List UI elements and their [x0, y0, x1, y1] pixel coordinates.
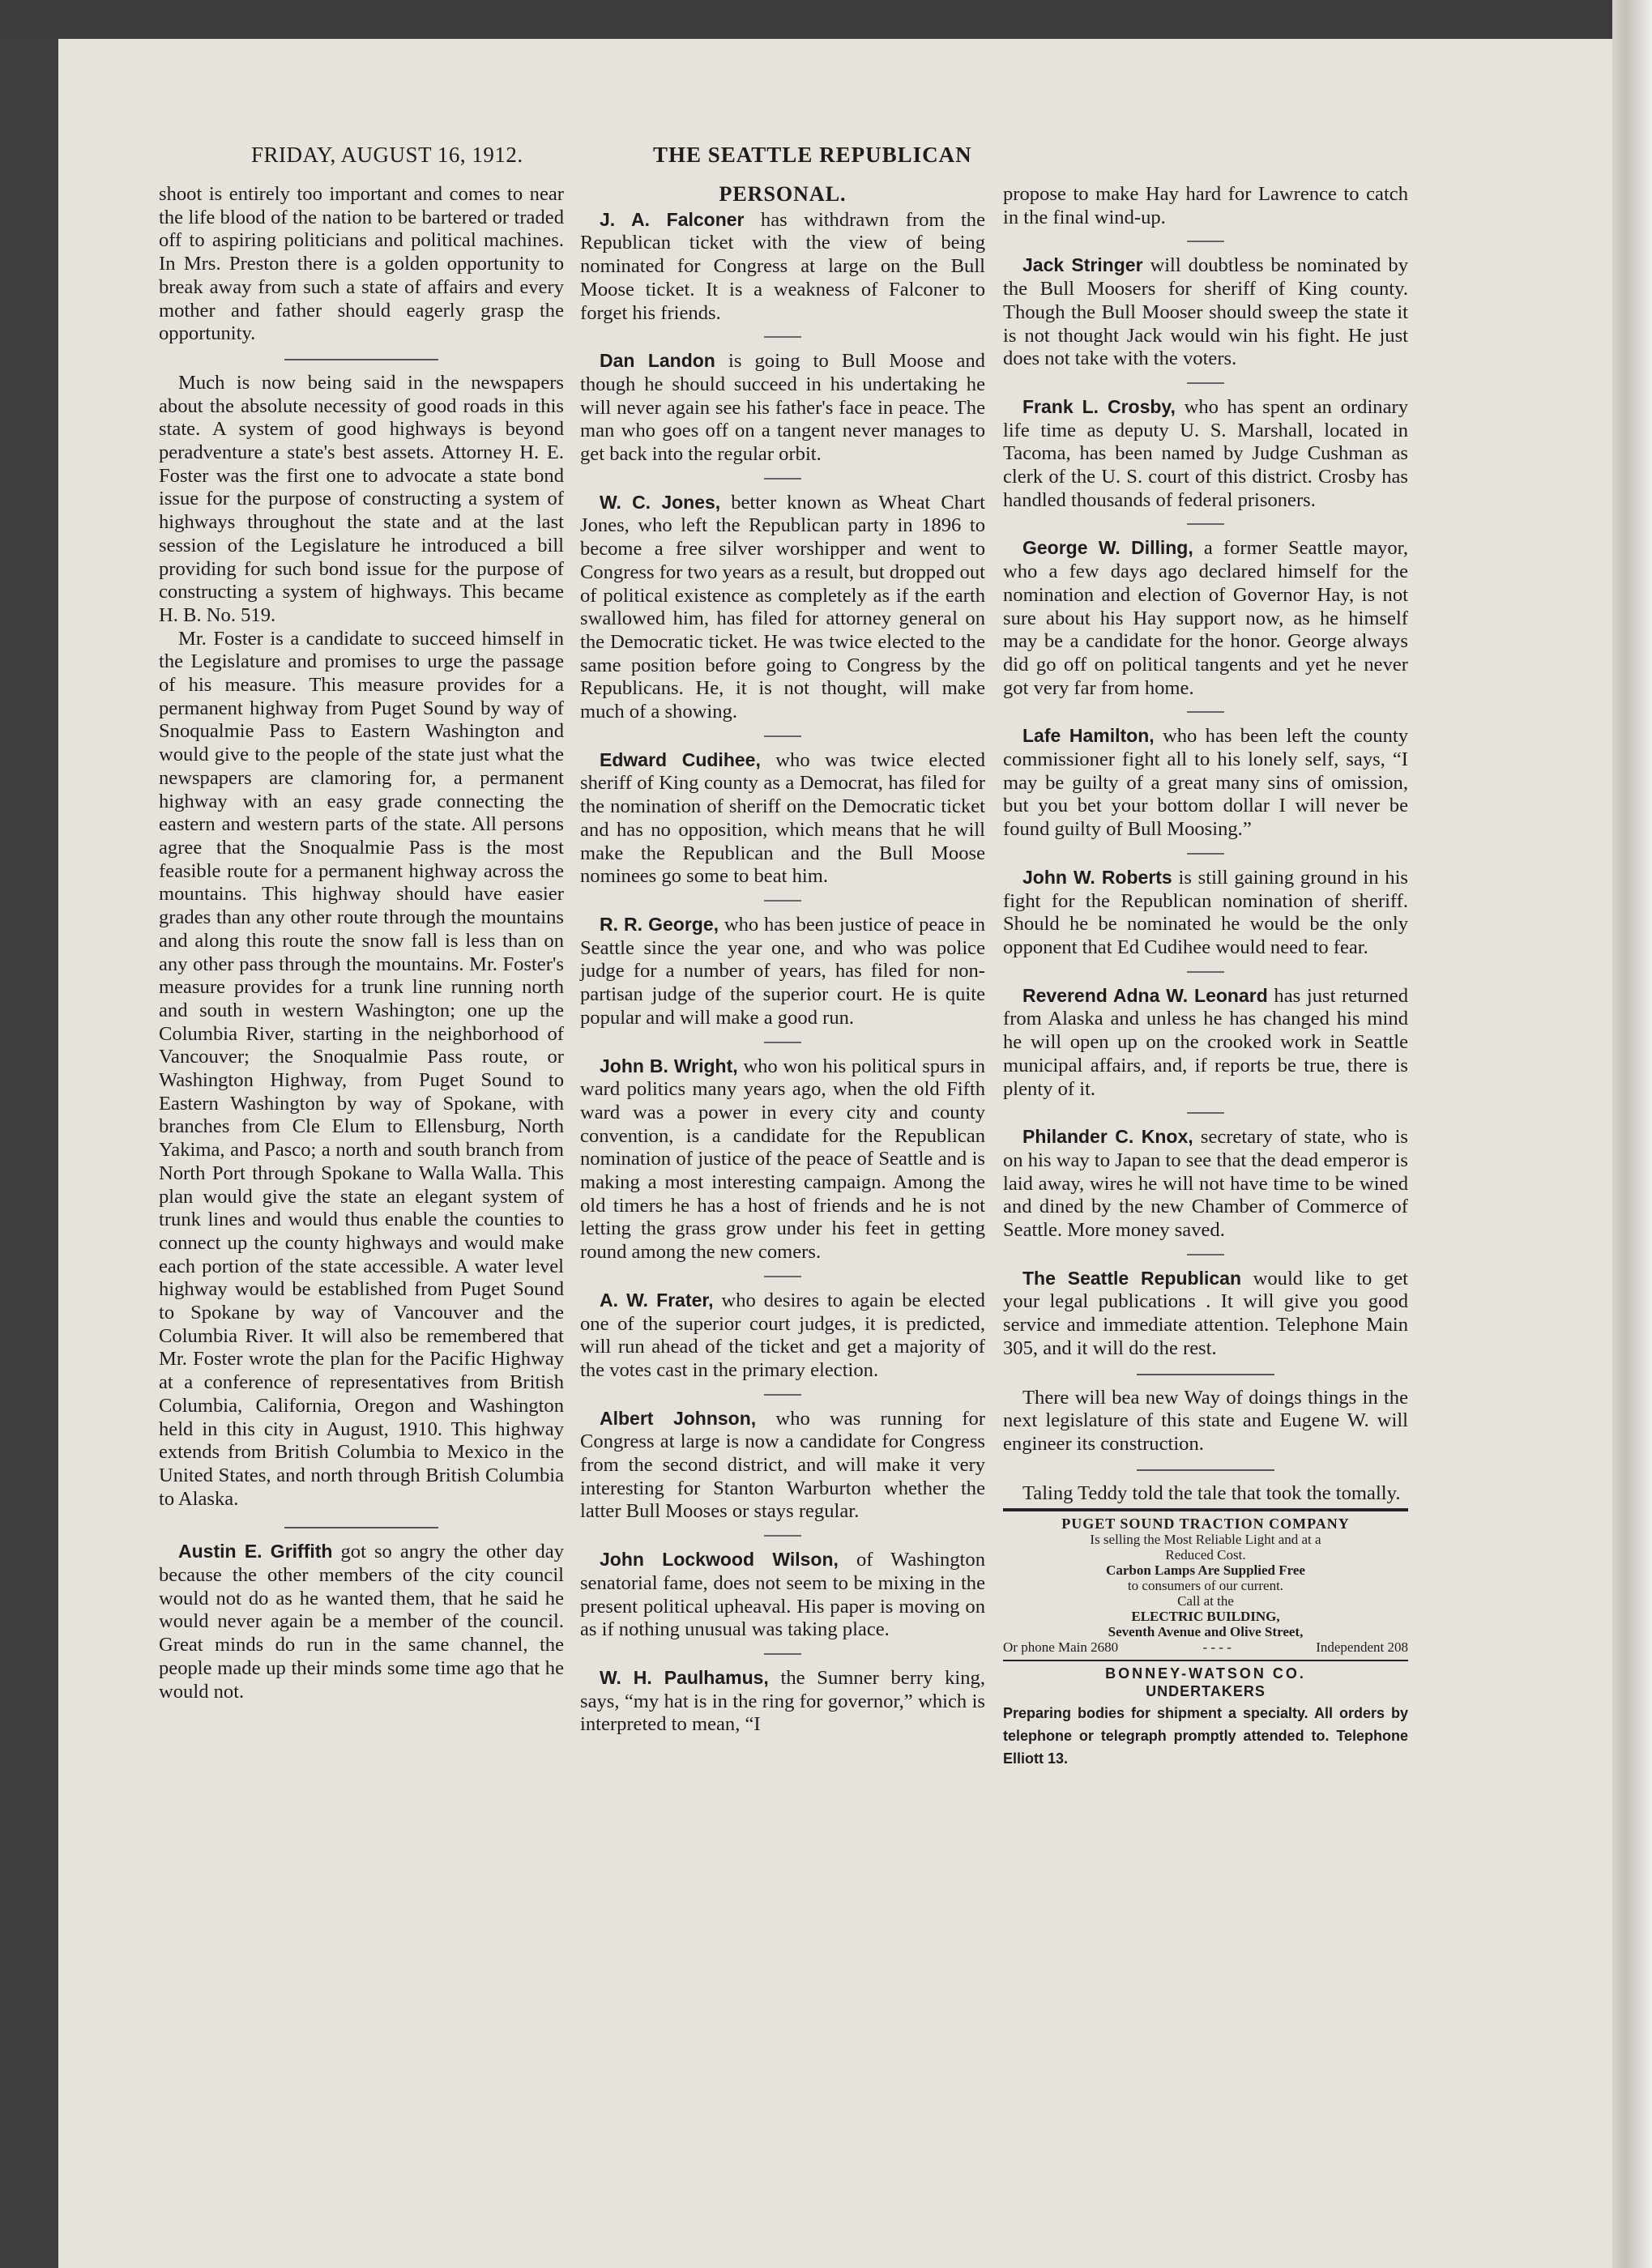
- person-name: Reverend Adna W. Leonard: [1022, 984, 1268, 1006]
- short-divider: [1187, 971, 1224, 973]
- person-name: Jack Stringer: [1022, 254, 1143, 276]
- news-item: [580, 1548, 985, 1642]
- short-divider: [764, 1394, 801, 1396]
- news-text: who has been justice of peace in Seattle since the year one, and who was police judge for a number of years, has filed for non-partisan judge of the superior court. He is quite popular and will make a good run.: [580, 913, 985, 1029]
- ad-line: Carbon Lamps Are Supplied Free: [1106, 1562, 1305, 1579]
- news-item: [580, 1289, 985, 1383]
- header-date: FRIDAY, AUGUST 16, 1912.: [251, 143, 523, 167]
- news-item: [580, 1407, 985, 1524]
- person-name: Edward Cudihee,: [600, 748, 761, 770]
- paragraph-foster: Mr. Foster is a candidate to succeed himself in the Legislature and promises to urge the passage of his measure. This measure provides for a permanent highway from Puget Sound by way of Snoqualmie Pass to Eastern Washington and would give to the people of the state just what the newspapers are clamoring for, a permanent highway with an easy grade connecting the eastern and western parts of the state. All persons agree that the Snoqualmie Pass is the most feasible route for a permanent highway across the mountains. This highway should have easier grades than any other route through the mountains and along this route the snow fall is less than on any other pass through the mountains. Mr. Foster's measure provides for a trunk line running north and south in western Washington; one up the Columbia River, starting in the neighborhood of Vancouver; the Snoqualmie Pass route, or Washington Highway, from Puget Sound to Eastern Washington by way of Spokane, with branches from Cle Elum to Ellensburg, North Yakima, and Pasco; a north and south branch from North Port through Spokane to Walla Walla. This plan would give the state an elegant system of trunk lines and would thus enable the counties to connect up the county highways and would make each portion of the state accessible. A water level highway would be established from Puget Sound to Spokane by way of Vancouver and the Columbia River. It will also be remembered that Mr. Foster wrote the plan for the Pacific Highway at a conference of representatives from British Columbia, California, Oregon and Washington held in this city in August, 1910. This highway extends from British Columbia to Mexico in the United States, and north through British Columbia to Alaska.: [159, 627, 564, 1510]
- short-divider: [764, 735, 801, 737]
- short-divider: [764, 1535, 801, 1537]
- news-item: [1003, 536, 1408, 700]
- news-item: [1003, 866, 1408, 960]
- news-text: who desires to again be elected one of the superior court judges, it is predicted, will run ahead of the ticket and get a majority of the votes cast in the primary election.: [580, 1289, 985, 1381]
- paragraph-text: got so angry the other day because the other members of the city council would not do as he wanted them, that he said he would never again be a member of the council. Great minds do run in the same channel, the people made up their minds some time ago that he would not.: [159, 1541, 564, 1703]
- news-item: [580, 913, 985, 1030]
- news-item: [1003, 395, 1408, 513]
- news-item: [1003, 984, 1408, 1102]
- short-divider: [764, 1042, 801, 1043]
- paragraph-new-way: There will bea new Way of doings things in the next legislature of this state and Eugene W. will engineer its construction.: [1003, 1386, 1408, 1455]
- person-name: John W. Roberts: [1022, 866, 1172, 888]
- short-divider: [1187, 523, 1224, 525]
- person-name: W. H. Paulhamus,: [600, 1666, 769, 1688]
- ad-line: Call at the: [1177, 1593, 1234, 1609]
- news-item: [1003, 254, 1408, 371]
- news-text: is still gaining ground in his fight for the Republican nomination of sheriff. Should he be nominated he would be the only opponent that Ed Cudihee would need to fear.: [1003, 866, 1408, 958]
- scan-top-band: [0, 0, 1652, 39]
- ad-border: [1003, 1660, 1408, 1661]
- continued-text: propose to make Hay hard for Lawrence to catch in the final wind-up.: [1003, 183, 1408, 228]
- short-divider: [764, 1653, 801, 1655]
- news-item: [580, 1666, 985, 1737]
- person-name: Dan Landon: [600, 350, 715, 372]
- news-text: who was twice elected sheriff of King county as a Democrat, has filed for the nomination of sheriff on the Democratic ticket and has no opposition, which means that he will make the Republican and the Bull Moose nominees go some to beat him.: [580, 748, 985, 888]
- person-name: A. W. Frater,: [600, 1289, 714, 1311]
- person-name: W. C. Jones,: [600, 491, 721, 513]
- person-name: John B. Wright,: [600, 1055, 738, 1076]
- news-text: has withdrawn from the Republican ticket with the view of being nominated for Congress at large on the Bull Moose ticket. It is a weakness of Falconer to forget his friends.: [580, 208, 985, 324]
- ad-line: Seventh Avenue and Olive Street,: [1108, 1624, 1304, 1640]
- short-divider: [1187, 241, 1224, 242]
- news-text: who won his political spurs in ward politics many years ago, when the old Fifth ward was a power in every city and county convention, is a candidate for the Republican nomination of justice of the peace of Seattle and is making a most interesting campaign. Among the old timers he has a host of friends and he is not letting the grass grow under his feet in getting round among the new comers.: [580, 1055, 985, 1264]
- short-divider: [1187, 1254, 1224, 1256]
- news-text: who has been left the county commissioner fight all to his lonely self, says, “I may be guilty of a great many sins of omission, but you bet your bottom dollar I will never be found guilty of Bull Moosing.”: [1003, 725, 1408, 841]
- ad-line: Reduced Cost.: [1165, 1547, 1246, 1563]
- news-item: [580, 491, 985, 724]
- ad-border: [1003, 1508, 1408, 1511]
- paragraph-griffith: [159, 1540, 564, 1703]
- divider: [1137, 1469, 1274, 1471]
- person-name: Frank L. Crosby,: [1022, 395, 1176, 417]
- news-text: secretary of state, who is on his way to Japan to see that the dead emperor is laid away, wires he will not have time to be wined and dined by the new Chamber of Commerce of Seattle. More money saved.: [1003, 1126, 1408, 1242]
- news-item: [580, 208, 985, 326]
- short-divider: [1187, 711, 1224, 713]
- news-item: [580, 748, 985, 889]
- news-text: would like to get your legal publications . It will give you good service and immediate attention. Telephone Main 305, and it will do the rest.: [1003, 1267, 1408, 1359]
- ad-line: to consumers of our current.: [1127, 1578, 1284, 1594]
- news-text: better known as Wheat Chart Jones, who left the Republican party in 1896 to become a free silver worshipper and went to Congress for two years as a result, but dropped out of political existence as completely as if the earth swallowed him, has filed for attorney general on the Democratic ticket. He was twice elected to the same position before going to Congress by the Republicans. He, it is not thought, will make much of a showing.: [580, 491, 985, 723]
- ad-line: Is selling the Most Reliable Light and at a: [1090, 1532, 1321, 1548]
- ad-text: Preparing bodies for shipment a specialty. All orders by telephone or telegraph promptly attended to. Telephone Elliott 13.: [1003, 1705, 1408, 1767]
- person-name: R. R. George,: [600, 913, 719, 935]
- news-text: the Sumner berry king, says, “my hat is in the ring for governor,” which is interpreted to mean, “I: [580, 1666, 985, 1736]
- column-1: [159, 183, 564, 1703]
- short-divider: [1187, 382, 1224, 384]
- divider: [284, 1527, 438, 1528]
- news-text: who has spent an ordinary life time as deputy U. S. Marshall, located in Tacoma, has been named by Judge Cushman as clerk of the U. S. court of this district. Crosby has handled thousands of federal prisoners.: [1003, 395, 1408, 511]
- ad-phone-independent: Independent 208: [1316, 1639, 1408, 1656]
- short-divider: [764, 336, 801, 338]
- person-name: Lafe Hamilton,: [1022, 725, 1155, 747]
- paragraph-good-roads: Much is now being said in the newspapers about the absolute necessity of good roads in this state. A system of good highways is beyond peradventure a state's best assets. Attorney H. E. Foster was the first one to advocate a state bond issue for the purpose of constructing a system of highways throughout the state and at the last session of the Legislature he introduced a bill providing for such bond issue for the purpose of constructing a system of highways. This became H. B. No. 519.: [159, 371, 564, 626]
- paragraph-preston: shoot is entirely too important and comes to near the life blood of the nation to be bartered or traded off to aspiring politicians and political machines. In Mrs. Preston there is a golden opportunity to break away from such a state of affairs and every mother and father should eagerly grasp the opportunity.: [159, 183, 564, 345]
- short-divider: [764, 478, 801, 480]
- news-text: a former Seattle mayor, who a few days ago declared himself for the nomination and election of Governor Hay, is not sure about his Hay support now, as he himself may be a candidate for the honor. George always did go off on political tangents and yet he never got very far from home.: [1003, 537, 1408, 699]
- news-item: [580, 1055, 985, 1264]
- person-name: Austin E. Griffith: [178, 1541, 333, 1562]
- divider: [284, 359, 438, 360]
- section-heading-personal: PERSONAL.: [719, 182, 847, 206]
- ad-phone-row: [1003, 1639, 1408, 1655]
- person-name: John Lockwood Wilson,: [600, 1549, 839, 1571]
- short-divider: [1187, 853, 1224, 855]
- ad-title: PUGET SOUND TRACTION COMPANY: [1061, 1516, 1350, 1533]
- news-text: who was running for Congress at large is now a candidate for Congress from the second district, and will make it very interesting for Stanton Warburton whether the latter Bull Mooses or stays regular.: [580, 1407, 985, 1523]
- person-name: Philander C. Knox,: [1022, 1126, 1193, 1148]
- news-item: [580, 349, 985, 467]
- ad-line: ELECTRIC BUILDING,: [1131, 1609, 1280, 1625]
- advertisement-puget-sound-traction: [1003, 1508, 1408, 1661]
- news-item: [1003, 1125, 1408, 1243]
- column-3: [1003, 183, 1408, 1770]
- ad-phone-dashes: - - - -: [1202, 1639, 1232, 1656]
- short-divider: [764, 900, 801, 902]
- person-name: The Seattle Republican: [1022, 1267, 1241, 1289]
- short-divider: [764, 1276, 801, 1277]
- person-name: George W. Dilling,: [1022, 537, 1193, 559]
- news-text: has just returned from Alaska and unless he has changed his mind he will open up on the crooked work in Seattle municipal affairs, and, if reports be true, there is plenty of it.: [1003, 984, 1408, 1100]
- news-text: of Washington senatorial fame, does not seem to be mixing in the present political upheaval. His paper is moving on as if nothing unusual was taking place.: [580, 1549, 985, 1641]
- news-text: will doubtless be nominated by the Bull Moosers for sheriff of King county. Though the Bull Mooser should sweep the state it is not thought Jack would win his fight. He just does not take with the voters.: [1003, 254, 1408, 370]
- page-edge: [1612, 0, 1652, 2268]
- ad-subtitle: UNDERTAKERS: [1146, 1683, 1266, 1700]
- column-2: [580, 183, 985, 1737]
- ad-title: BONNEY-WATSON CO.: [1105, 1665, 1306, 1682]
- divider: [1137, 1374, 1274, 1375]
- short-divider: [1187, 1112, 1224, 1114]
- news-text: is going to Bull Moose and though he should succeed in his undertaking he will never again see his father's face in peace. The man who goes off on a tangent never manages to get back into the regular orbit.: [580, 350, 985, 466]
- person-name: Albert Johnson,: [600, 1407, 757, 1429]
- news-item: [1003, 1267, 1408, 1361]
- news-item: [1003, 724, 1408, 842]
- advertisement-bonney-watson: [1003, 1665, 1408, 1770]
- header-title: THE SEATTLE REPUBLICAN: [653, 143, 972, 167]
- paragraph-teddy: Taling Teddy told the tale that took the tomally.: [1022, 1481, 1401, 1504]
- person-name: J. A. Falconer: [600, 208, 745, 230]
- ad-phone-main: Or phone Main 2680: [1003, 1639, 1119, 1656]
